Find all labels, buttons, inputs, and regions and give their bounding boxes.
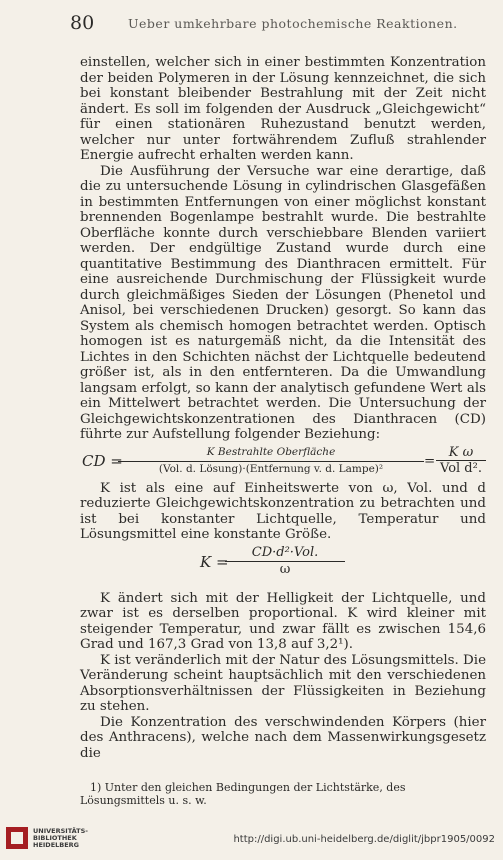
formula-numerator: K Bestrahlte Oberfläche	[118, 445, 424, 463]
formula-lhs: K =	[200, 552, 229, 571]
library-name: UNIVERSITÄTS- BIBLIOTHEK HEIDELBERG	[33, 826, 88, 849]
formula-k	[80, 545, 486, 585]
library-seal-icon	[6, 827, 28, 849]
paragraph: einstellen, welcher sich in einer bestimmten Konzentration der beiden Polymeren in der Lösung kennzeichnet, die sich bei konstant bleibender Bestrahlung mit der Zeit nicht ändert. Es soll im folgenden der Ausdruck „Gleichgewicht“ für einen stationären Ruhezustand benutzt werden, welcher nur unter fortwährendem Zufluß strahlender Energie aufrecht erhalten werden kann.	[80, 55, 486, 163]
paragraph: K ist als eine auf Einheitswerte von ω, Vol. und d reduzierte Gleichgewichtskonzentration zu betrachten und ist bei konstanter Lichtquelle, Temperatur und Lösungsmittel eine konstante Größe.	[80, 480, 486, 542]
formula-concentration	[80, 445, 486, 479]
page-header	[70, 12, 483, 34]
formula-numerator: K ω	[436, 445, 486, 462]
paragraph: K ändert sich mit der Helligkeit der Lichtquelle, und zwar ist es derselben proportional. K wird kleiner mit steigender Temperatur, und zwar fällt es zwischen 154,6 Grad und 167,3 Grad von 13,8 auf 3,2¹).	[80, 590, 486, 652]
paragraph: K ist veränderlich mit der Natur des Lösungsmittels. Die Veränderung scheint hauptsächlich mit den verschiedenen Absorptionsverhältnissen der Flüssigkeiten in Beziehung zu stehen.	[80, 652, 486, 714]
formula-denominator: (Vol. d. Lösung)·(Entfernung v. d. Lampe)²	[158, 463, 384, 475]
permalink-url[interactable]: http://digi.ub.uni-heidelberg.de/diglit/jbpr1905/0092	[233, 834, 495, 845]
paragraph: Die Ausführung der Versuche war eine derartige, daß die zu untersuchende Lösung in cylindrischen Glasgefäßen in bestimmten Entfernungen von einer möglichst konstant brennenden Bogenlampe bestrahlt wurde. Die bestrahlte Oberfläche konnte durch verschiebbare Blenden variiert werden. Der endgültige Zustand wurde durch eine quantitative Bestimmung des Dianthracen ermittelt. Für eine ausreichende Durchmischung der Flüssigkeit wurde durch gleichmäßiges Sieden der Lösungen (Phenetol und Anisol, bei verschiedenen Drucken) gesorgt. So kann das System als chemisch homogen betrachtet werden. Optisch homogen ist es naturgemäß nicht, da die Intensität des Lichtes in den Schichten nächst der Lichtquelle bedeutend größer ist, als in den entfernteren. Da die Umwandlung langsam erfolgt, so kann der analytisch gefundene Wert als ein Mittelwert betrachtet werden. Die Untersuchung der Gleichgewichtskonzentrationen des Dianthracen (CD) führte zur Aufstellung folgender Beziehung:	[80, 163, 486, 442]
formula-denominator: ω	[279, 562, 291, 577]
formula-fraction-simplified	[436, 445, 486, 477]
running-title: Ueber umkehrbare photochemische Reaktionen.	[128, 16, 458, 31]
formula-fraction	[225, 545, 345, 578]
footnote	[80, 781, 486, 807]
footnote-text: 1) Unter den gleichen Bedingungen der Lichtstärke, des Lösungsmittels u. s. w.	[80, 781, 406, 807]
formula-numerator: CD·d²·Vol.	[225, 545, 345, 563]
formula-fraction	[118, 445, 424, 478]
formula-equals: =	[424, 453, 436, 469]
page-number: 80	[70, 12, 95, 34]
formula-lhs: CD =	[82, 451, 123, 470]
paragraph: Die Konzentration des verschwindenden Körpers (hier des Anthracens), welche nach dem Massenwirkungsgesetz die	[80, 714, 486, 761]
formula-denominator: Vol d².	[440, 461, 482, 476]
library-logo[interactable]	[6, 827, 88, 849]
main-text	[80, 55, 486, 761]
